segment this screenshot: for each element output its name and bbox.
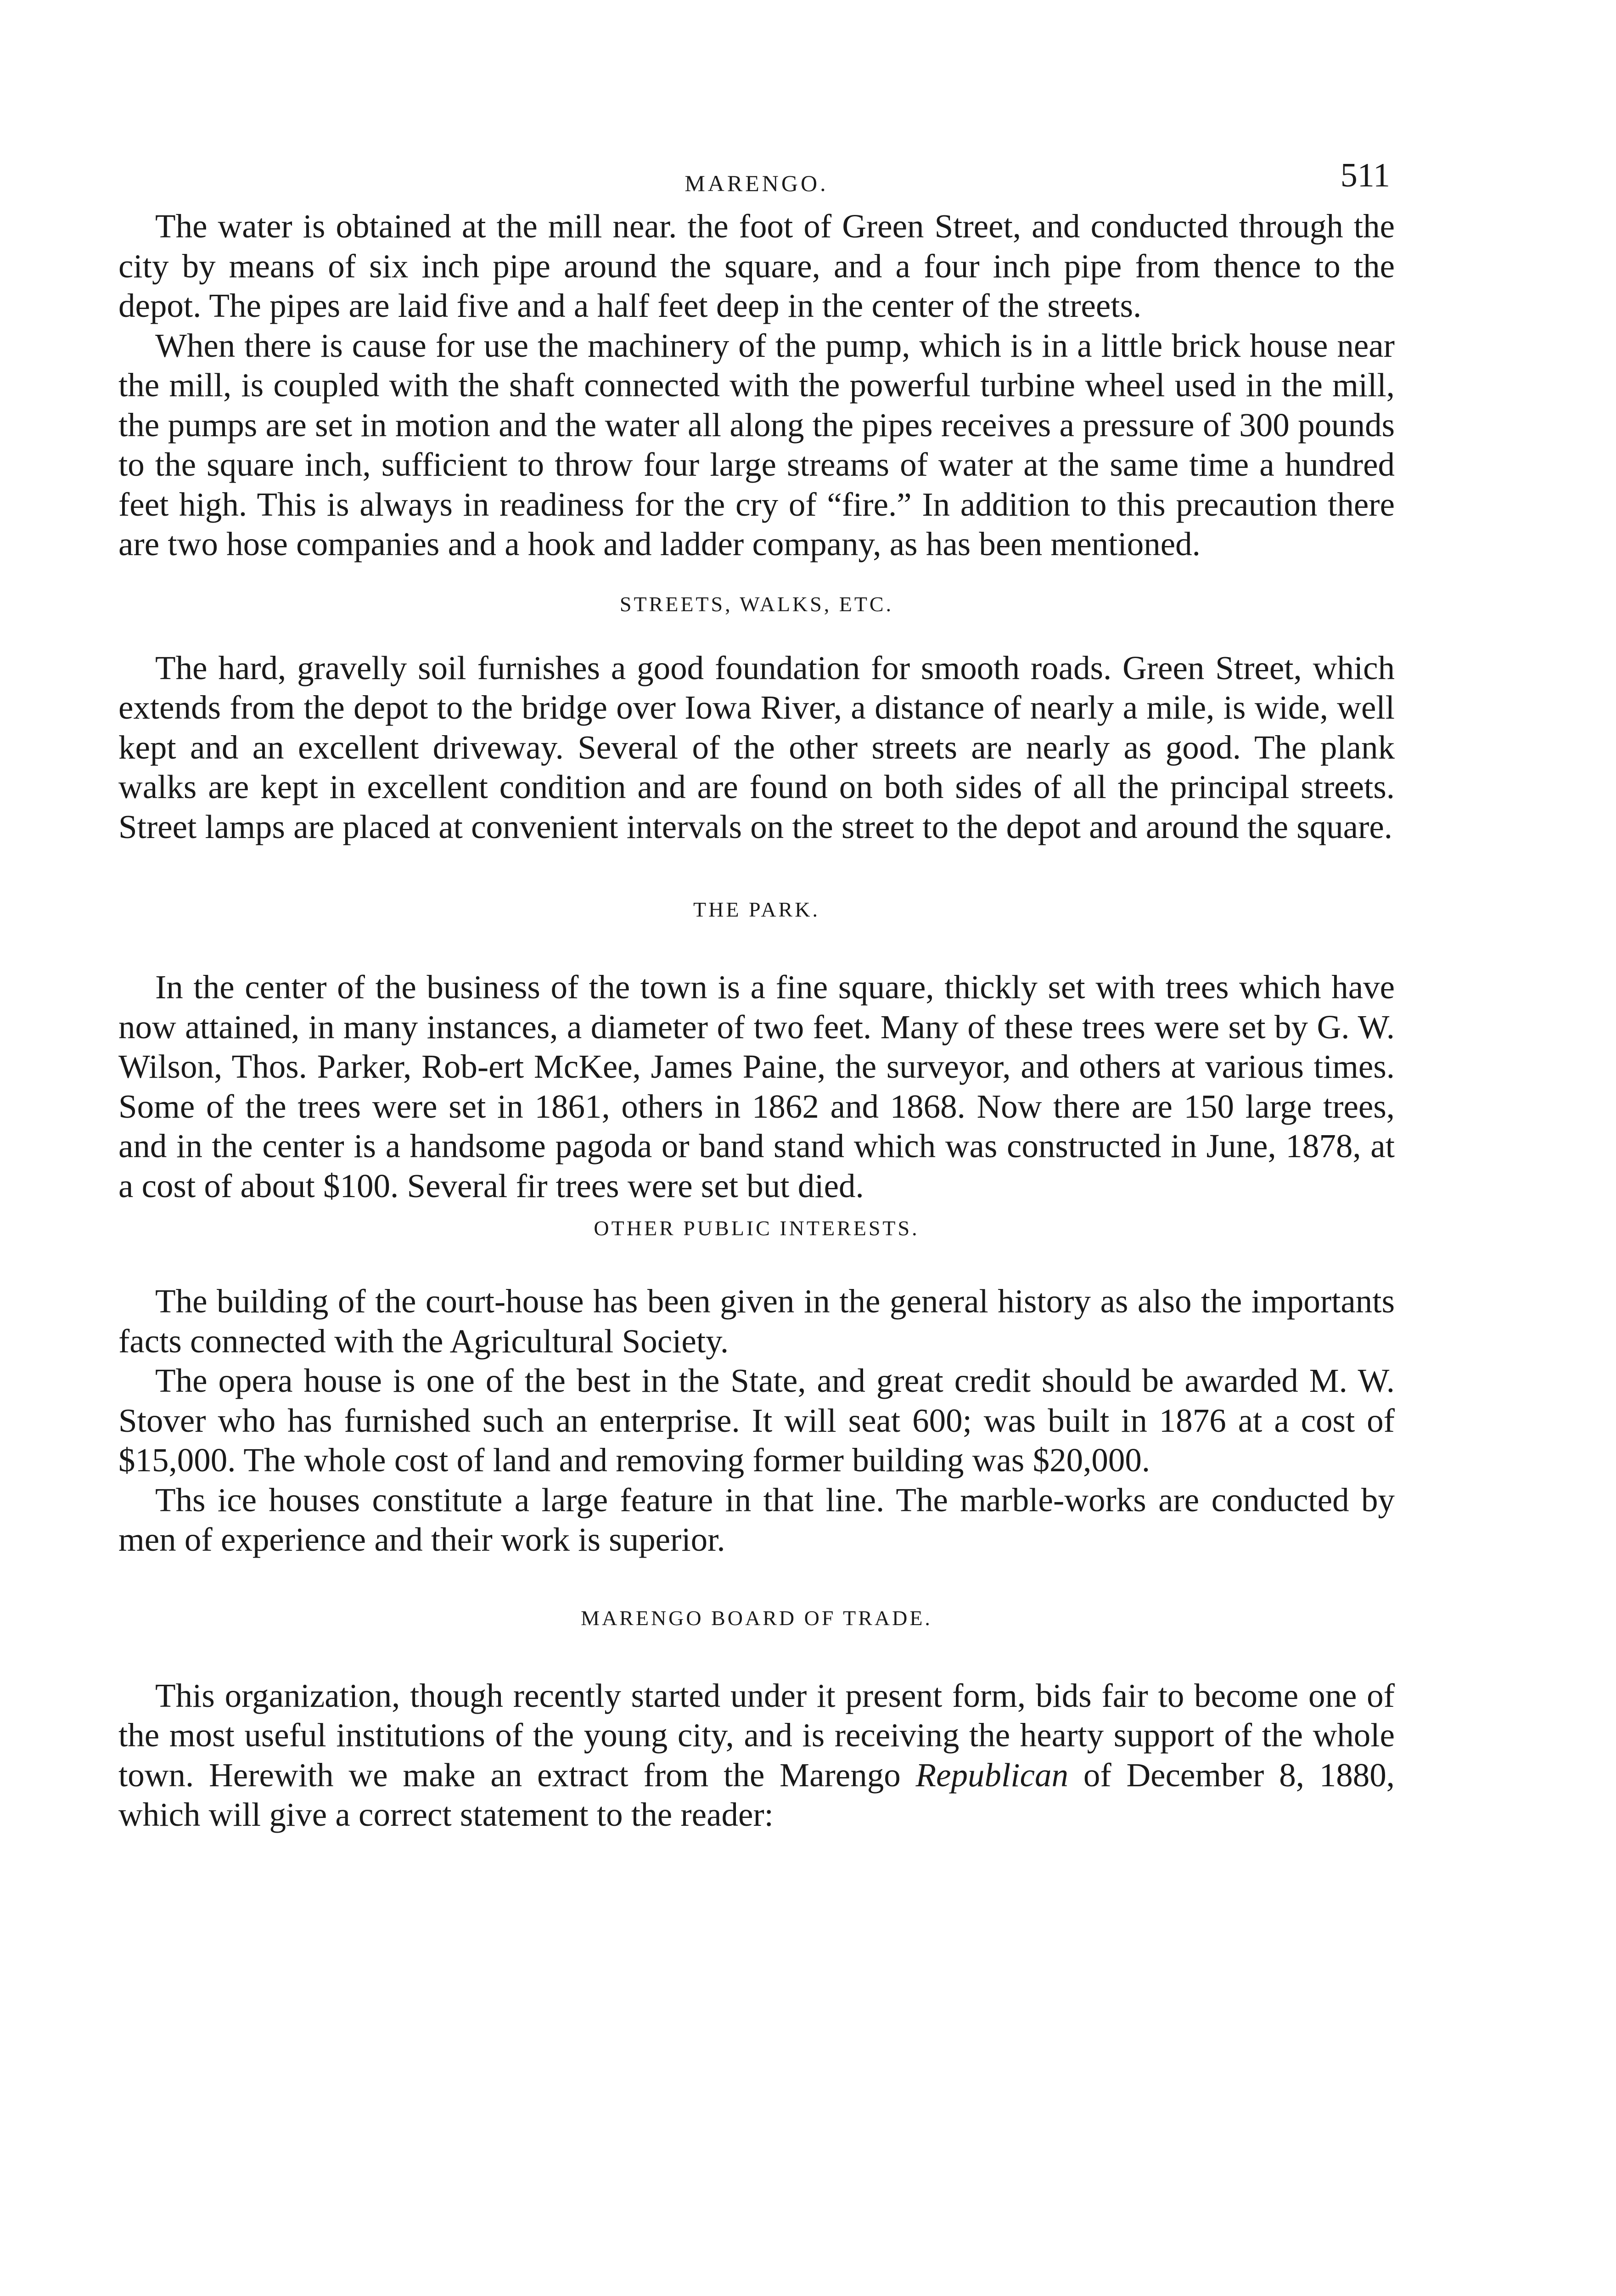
paragraph-water-supply: The water is obtained at the mill near. the foot of Green Street, and conducted through the city by means of six inch pipe around the square, and a four inch pipe from thence to the depot. The pipes are laid five and a half feet deep in the center of the streets. [118,208,1395,324]
book-page [118,156,1395,1835]
heading-other-public-interests: OTHER PUBLIC INTERESTS. [594,1216,920,1240]
paragraph-board-of-trade [118,1676,1395,1835]
paragraph-ice-houses: Ths ice houses constitute a large feature in that line. The marble-works are conducted by men of experience and their work is superior. [118,1481,1395,1558]
paragraph-opera-house: The opera house is one of the best in the State, and great credit should be awarded M. W. Stover who has furnished such an enterprise. It will seat 600; was built in 1876 at a cost of $15,000. The whole cost of land and removing former building was $20,000. [118,1362,1395,1479]
heading-board-of-trade: MARENGO BOARD OF TRADE. [581,1606,932,1630]
paragraph-park: In the center of the business of the town is a fine square, thickly set with trees which have now attained, in many instances, a diameter of two feet. Many of these trees were set by G. W. Wilson, Thos. Parker, Rob-ert McKee, James Paine, the surveyor, and others at various times. Some of the trees were set in 1861, others in 1862 and 1868. Now there are 150 large trees, and in the center is a handsome pagoda or band stand which was constructed in June, 1878, at a cost of about $100. Several fir trees were set but died. [118,968,1395,1204]
heading-the-park: THE PARK. [693,898,820,921]
newspaper-title: Republican [915,1756,1068,1794]
page-number: 511 [1340,157,1390,194]
paragraph-court-house: The building of the court-house has been given in the general history as also the importants facts connected with the Agricultural Society. [118,1283,1395,1360]
running-title: MARENGO. [685,170,829,196]
board-text-before: This organization, though recently started under it present form, bids fair to become one of the most useful institutions of the young city, and is receiving the hearty support of the whole town. Herewith we make an extract from the Marengo [118,1677,1395,1794]
heading-streets-walks: STREETS, WALKS, ETC. [619,592,894,616]
paragraph-streets: The hard, gravelly soil furnishes a good foundation for smooth roads. Green Street, which extends from the depot to the bridge over Iowa River, a distance of nearly a mile, is wide, well kept and an excellent driveway. Several of the other streets are nearly as good. The plank walks are kept in excellent condition and are found on both sides of all the principal streets. Street lamps are placed at convenient intervals on the street to the depot and around the square. [118,649,1395,845]
board-text-after: of December 8, 1880, which will give a correct statement to the reader: [118,1756,1395,1833]
paragraph-pump-machinery: When there is cause for use the machinery of the pump, which is in a little brick house near the mill, is coupled with the shaft connected with the powerful turbine wheel used in the mill, the pumps are set in motion and the water all along the pipes receives a pressure of 300 pounds to the square inch, sufficient to throw four large streams of water at the same time a hundred feet high. This is always in readiness for the cry of “fire.” In addition to this precaution there are two hose companies and a hook and ladder company, as has been mentioned. [118,326,1395,563]
running-head [118,156,1395,207]
